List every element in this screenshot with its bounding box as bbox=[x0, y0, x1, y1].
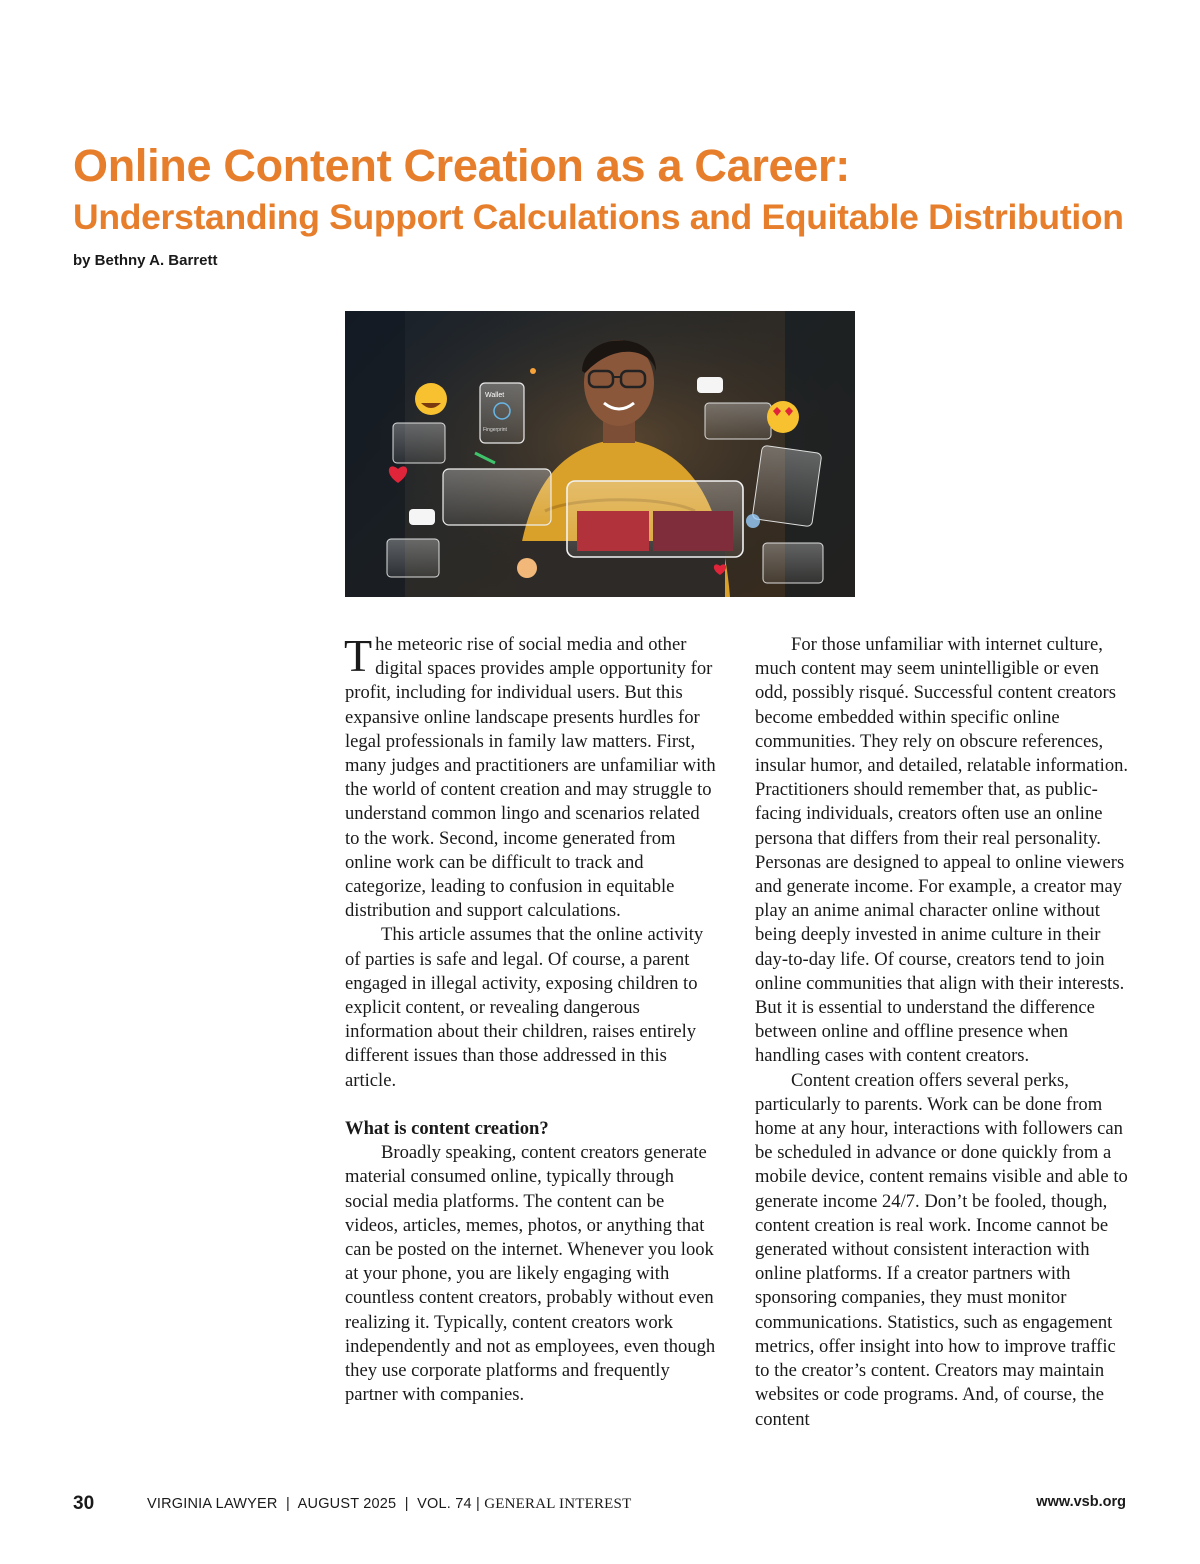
hero-illustration bbox=[345, 311, 855, 597]
paragraph-definition: Broadly speaking, content creators generate material consumed online, typically through social media platforms. The content can be videos, articles, memes, photos, or anything that can be posted on the internet. Whenever you look at your phone, you are likely engaging with countless content creators, probably without even realizing it. Typically, content creators work independently and not as employees, even though they use corporate platforms and frequently partner with companies. bbox=[345, 1142, 716, 1406]
right-column bbox=[755, 633, 1130, 1432]
article-title: Online Content Creation as a Career: bbox=[73, 140, 850, 191]
contacts-panel bbox=[387, 539, 439, 577]
fingerprint-label: Fingerprint bbox=[483, 427, 507, 433]
website-link[interactable]: www.vsb.org bbox=[1036, 1494, 1126, 1510]
hero-image bbox=[345, 311, 855, 597]
article-subtitle: Understanding Support Calculations and Equitable Distribution bbox=[73, 197, 1124, 237]
paragraph-scope: This article assumes that the online activity of parties is safe and legal. Of course, a parent engaged in illegal activity, exposing children to explicit content, or revealing dangerous information about their children, raises entirely different issues than those addressed in this article. bbox=[345, 924, 704, 1091]
speech-bubble-icon bbox=[409, 509, 435, 525]
chat-panel-right bbox=[752, 445, 822, 527]
publication-info: VIRGINIA LAWYER | AUGUST 2025 | VOL. 74 | GENERAL INTEREST bbox=[147, 1496, 632, 1512]
heart-eyes-emoji-icon bbox=[767, 401, 799, 433]
laughing-emoji-icon bbox=[415, 383, 447, 415]
page-number: 30 bbox=[73, 1493, 95, 1514]
drop-cap: T bbox=[344, 630, 373, 681]
bubble-icon bbox=[746, 514, 760, 528]
wallet-label: Wallet bbox=[485, 392, 505, 399]
section-name: GENERAL INTEREST bbox=[484, 1496, 632, 1512]
paragraph-perks: Content creation offers several perks, particularly to parents. Work can be done from home at any hour, interactions with followers can be scheduled in advance or done quickly from a mobile device, content remains visible and able to generate income 24/7. Don’t be fooled, though, content creation is real work. Income cannot be generated without consistent interaction with online platforms. If a creator partners with sponsoring companies, they must monitor communications. Statistics, such as engagement metrics, offer insight into how to improve traffic to the creator’s content. Creators may maintain websites or code programs. And, of course, the content bbox=[755, 1069, 1128, 1430]
speech-bubble-icon-top bbox=[697, 377, 723, 393]
dot-icon bbox=[530, 368, 536, 374]
section-heading: What is content creation? bbox=[345, 1118, 549, 1140]
thumbs-up-icon bbox=[517, 558, 537, 578]
paragraph-internet-culture: For those unfamiliar with internet culture, much content may seem unintelligible or even odd, possibly risqué. Successful content creators become embedded within specific online communities. They rely on obscure references, insular humor, and detailed, relatable information. Practitioners should remember that, as public-facing individuals, creators often use an online persona that differs from their real personality. Personas are designed to appeal to online viewers and generate income. For example, a creator may play an anime animal character online without being deeply invested in anime culture in their day-to-day life. Of course, creators tend to join online communities that align with their interests. But it is essential to understand the difference between online and offline presence when handling cases with content creators. bbox=[755, 634, 1129, 1067]
chat-panel-left bbox=[393, 423, 445, 463]
byline: by Bethny A. Barrett bbox=[73, 252, 218, 269]
paragraph-intro: The meteoric rise of social media and other digital spaces provides ample opportunity for profit, including for individual users. But this expansive online landscape presents hurdles for legal professionals in family law matters. First, many judges and practitioners are unfamiliar with the world of content creation and may struggle to understand common lingo and scenarios related to the work. Second, income generated from online work can be difficult to track and categorize, leading to confusion in equitable distribution and support calculations. bbox=[344, 630, 716, 922]
list-panel bbox=[705, 403, 771, 439]
photos-panel bbox=[763, 543, 823, 583]
post-panel bbox=[443, 469, 551, 525]
left-column bbox=[344, 630, 717, 1407]
